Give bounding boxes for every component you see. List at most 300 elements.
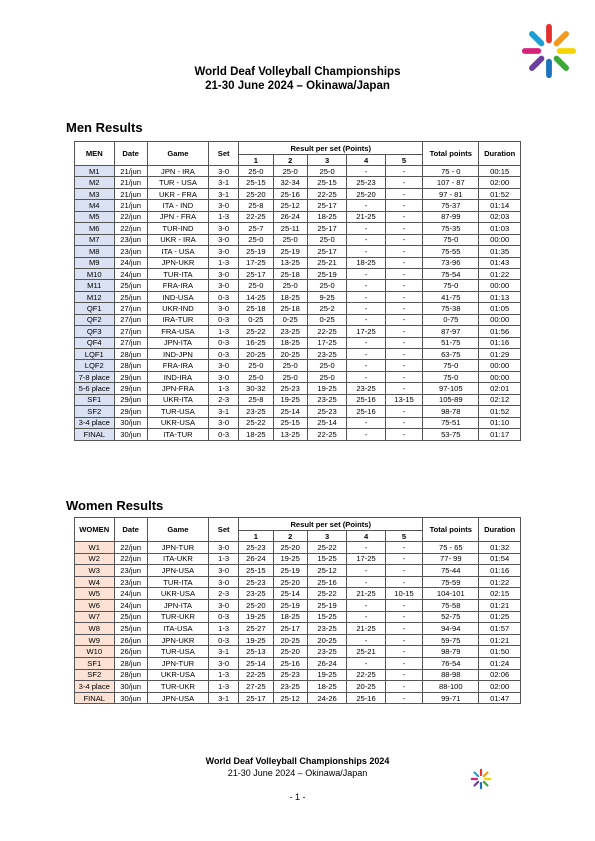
table-cell: TUR-USA [147,406,208,417]
table-cell: 18-25 [239,429,273,440]
table-cell: 3-0 [209,371,239,382]
col-header-total: Total points [423,142,479,166]
table-cell: 01:24 [479,657,521,669]
table-row [75,326,521,337]
table-cell: 25-20 [239,188,273,199]
col-header-date: Date [114,142,147,166]
table-row [75,611,521,623]
table-cell: 24/jun [114,268,147,279]
table-cell: 25-0 [273,371,307,382]
col-header-result-group: Result per set (Points) [239,142,423,155]
match-code-cell: W5 [75,588,115,600]
table-cell: 87-99 [423,211,479,222]
table-cell: 2-3 [209,588,239,600]
table-row [75,406,521,417]
match-code-cell: QF1 [75,303,115,314]
table-cell: 75-51 [423,417,479,428]
table-cell: ITA-UKR [147,553,208,565]
table-cell: 25-0 [307,360,347,371]
table-cell: 3-0 [209,657,239,669]
table-cell: 19-25 [273,394,307,405]
table-cell: 19-25 [273,553,307,565]
table-cell: 29/jun [114,383,147,394]
table-cell: 25-12 [273,200,307,211]
table-cell: 20-25 [307,634,347,646]
match-code-cell: W4 [75,576,115,588]
table-cell: 01:22 [479,576,521,588]
table-cell: 0-75 [423,314,479,325]
table-cell: 01:03 [479,223,521,234]
table-cell: - [385,303,422,314]
table-cell: 25-0 [239,234,273,245]
match-code-cell: 3-4 place [75,681,115,693]
table-cell: - [347,429,385,440]
table-cell: - [347,337,385,348]
table-cell: 25-19 [273,246,307,257]
table-cell: 98-78 [423,406,479,417]
table-cell: 28/jun [114,349,147,360]
table-cell: - [385,291,422,302]
table-cell: 02:06 [479,669,521,681]
match-code-cell: M10 [75,268,115,279]
table-cell: JPN-FRA [147,383,208,394]
table-cell: 75 - 0 [423,166,479,177]
table-row [75,669,521,681]
table-cell: 21/jun [114,177,147,188]
table-cell: - [385,211,422,222]
table-cell: 75-55 [423,246,479,257]
table-cell: - [385,371,422,382]
match-code-cell: LQF1 [75,349,115,360]
table-cell: 23-25 [347,383,385,394]
table-cell: 1-3 [209,326,239,337]
table-cell: 13-25 [273,429,307,440]
table-cell: - [347,268,385,279]
table-cell: 88-100 [423,681,479,693]
match-code-cell: M8 [75,246,115,257]
match-code-cell: M2 [75,177,115,188]
table-cell: 13-15 [385,394,422,405]
match-code-cell: QF4 [75,337,115,348]
table-cell: 25-2 [307,303,347,314]
table-cell: 25-8 [239,200,273,211]
table-cell: 25-0 [239,166,273,177]
table-cell: 97-105 [423,383,479,394]
col-header-category: WOMEN [75,518,115,542]
table-row [75,280,521,291]
table-row [75,588,521,600]
table-cell: 75-0 [423,234,479,245]
table-cell: - [385,246,422,257]
match-code-cell: M9 [75,257,115,268]
table-cell: 01:21 [479,599,521,611]
table-cell: IND-USA [147,291,208,302]
table-cell: 21-25 [347,623,385,635]
table-cell: 1-3 [209,623,239,635]
table-cell: 27/jun [114,326,147,337]
match-code-cell: M11 [75,280,115,291]
table-cell: - [347,542,385,554]
table-cell: 02:00 [479,177,521,188]
table-cell: TUR-IND [147,223,208,234]
col-header-set-1: 1 [239,155,273,166]
col-header-duration: Duration [479,518,521,542]
match-code-cell: W1 [75,542,115,554]
footer-title: World Deaf Volleyball Championships 2024 [205,756,390,766]
table-cell: 105-89 [423,394,479,405]
table-cell: - [347,417,385,428]
table-cell: 25-16 [347,394,385,405]
table-cell: 25-19 [273,599,307,611]
match-code-cell: SF2 [75,669,115,681]
col-header-set-5: 5 [385,531,422,542]
table-cell: - [385,268,422,279]
table-cell: 3-0 [209,542,239,554]
table-cell: 25-17 [273,623,307,635]
table-cell: 3-0 [209,565,239,577]
table-cell: 20-25 [273,634,307,646]
match-code-cell: W9 [75,634,115,646]
table-cell: - [347,303,385,314]
table-cell: 18-25 [347,257,385,268]
table-cell: 52-75 [423,611,479,623]
table-cell: 22-25 [307,326,347,337]
table-cell: 00:15 [479,166,521,177]
table-cell: IND-JPN [147,349,208,360]
table-cell: 25-0 [273,360,307,371]
table-cell: 25-21 [307,257,347,268]
table-cell: 17-25 [239,257,273,268]
table-cell: 75-54 [423,268,479,279]
table-cell: 3-1 [209,646,239,658]
table-cell: 25-7 [239,223,273,234]
table-cell: 25-14 [307,417,347,428]
table-row [75,246,521,257]
table-cell: 23-25 [273,326,307,337]
table-cell: 01:54 [479,553,521,565]
table-row [75,576,521,588]
table-cell: 17-25 [347,553,385,565]
table-cell: 01:52 [479,188,521,199]
table-cell: 17-25 [307,337,347,348]
table-cell: 30/jun [114,692,147,704]
table-cell: 02:00 [479,681,521,693]
table-cell: 17-25 [347,326,385,337]
table-cell: 28/jun [114,360,147,371]
match-code-cell: W10 [75,646,115,658]
table-cell: 1-3 [209,383,239,394]
table-cell: 3-1 [209,406,239,417]
table-cell: 25-18 [273,303,307,314]
table-cell: 27-25 [239,681,273,693]
table-cell: 25-27 [239,623,273,635]
table-cell: JPN-TUR [147,542,208,554]
table-cell: 27/jun [114,337,147,348]
table-cell: 23-25 [307,349,347,360]
table-row [75,646,521,658]
table-cell: - [385,669,422,681]
table-cell: 25-16 [347,406,385,417]
col-header-game: Game [147,518,208,542]
table-cell: 3-1 [209,188,239,199]
table-cell: 3-0 [209,360,239,371]
table-cell: 28/jun [114,669,147,681]
table-cell: 25-0 [273,166,307,177]
table-cell: 98-79 [423,646,479,658]
table-cell: 25-19 [239,246,273,257]
table-row [75,542,521,554]
table-cell: 3-0 [209,576,239,588]
table-cell: JPN - IRA [147,166,208,177]
table-cell: 25-23 [307,406,347,417]
table-row [75,360,521,371]
table-cell: - [347,611,385,623]
table-cell: 25-15 [239,177,273,188]
table-cell: 30/jun [114,417,147,428]
table-cell: - [385,634,422,646]
document-subtitle: 21-30 June 2024 – Okinawa/Japan [205,80,390,92]
table-cell: 26-24 [239,553,273,565]
table-cell: 15-25 [307,611,347,623]
table-cell: 15-25 [307,553,347,565]
table-cell: UKR-IND [147,303,208,314]
table-cell: - [385,337,422,348]
table-cell: - [385,234,422,245]
table-cell: 25-14 [273,406,307,417]
table-cell: - [385,565,422,577]
match-code-cell: 5-6 place [75,383,115,394]
match-code-cell: M1 [75,166,115,177]
match-code-cell: M7 [75,234,115,245]
table-row [75,314,521,325]
page-number: - 1 - [289,792,306,802]
table-cell: 01:17 [479,429,521,440]
table-cell: 2-3 [209,394,239,405]
table-cell: 01:32 [479,542,521,554]
table-cell: 22/jun [114,542,147,554]
table-cell: 88-98 [423,669,479,681]
table-cell: - [385,576,422,588]
table-cell: 25-20 [239,599,273,611]
match-code-cell: M5 [75,211,115,222]
table-cell: UKR-ITA [147,394,208,405]
table-cell: 25-17 [307,246,347,257]
table-cell: 25-0 [273,234,307,245]
table-cell: 63-75 [423,349,479,360]
table-cell: 20-25 [239,349,273,360]
table-cell: 25-15 [307,177,347,188]
table-row [75,692,521,704]
table-cell: - [385,599,422,611]
table-cell: 3-0 [209,234,239,245]
table-cell: 19-25 [239,634,273,646]
table-cell: - [347,657,385,669]
table-cell: 75-0 [423,280,479,291]
table-cell: 25-0 [239,371,273,382]
table-cell: 75 - 65 [423,542,479,554]
table-cell: 18-25 [273,337,307,348]
table-cell: 3-0 [209,166,239,177]
table-cell: 75-0 [423,371,479,382]
table-cell: - [385,657,422,669]
table-cell: - [385,383,422,394]
table-cell: 25-22 [307,588,347,600]
table-cell: JPN-USA [147,692,208,704]
col-header-set: Set [209,518,239,542]
table-cell: 30-32 [239,383,273,394]
col-header-category: MEN [75,142,115,166]
table-cell: 21-25 [347,211,385,222]
table-cell: 26-24 [307,657,347,669]
table-cell: 75-37 [423,200,479,211]
table-cell: 27/jun [114,303,147,314]
table-cell: 22/jun [114,211,147,222]
table-cell: - [385,360,422,371]
table-row [75,599,521,611]
table-cell: TUR-USA [147,646,208,658]
table-cell: JPN-ITA [147,599,208,611]
table-cell: 02:12 [479,394,521,405]
table-cell: 9-25 [307,291,347,302]
table-cell: 01:16 [479,337,521,348]
table-cell: TUR-UKR [147,611,208,623]
table-row [75,234,521,245]
table-cell: 75-58 [423,599,479,611]
table-cell: 25-14 [239,657,273,669]
table-cell: 01:52 [479,406,521,417]
table-cell: 99-71 [423,692,479,704]
table-cell: 01:21 [479,634,521,646]
table-row [75,337,521,348]
table-cell: JPN - FRA [147,211,208,222]
table-row [75,166,521,177]
table-cell: ITA - IND [147,200,208,211]
table-row [75,371,521,382]
match-code-cell: 3-4 place [75,417,115,428]
match-code-cell: W6 [75,599,115,611]
table-cell: 21/jun [114,188,147,199]
table-cell: 24/jun [114,599,147,611]
table-cell: 3-0 [209,417,239,428]
table-cell: 1-3 [209,681,239,693]
match-code-cell: LQF2 [75,360,115,371]
table-cell: 1-3 [209,553,239,565]
men-results-heading: Men Results [66,120,143,135]
col-header-set-4: 4 [347,155,385,166]
match-code-cell: W2 [75,553,115,565]
women-results-table [74,517,521,704]
table-cell: 23/jun [114,576,147,588]
table-cell: - [385,257,422,268]
women-results-heading: Women Results [66,498,164,513]
table-cell: 21/jun [114,166,147,177]
table-cell: ITA - USA [147,246,208,257]
table-cell: 24-26 [307,692,347,704]
table-row [75,429,521,440]
table-cell: 25-11 [273,223,307,234]
table-row [75,188,521,199]
table-cell: UKR-USA [147,417,208,428]
table-cell: 25-8 [239,394,273,405]
table-cell: 13-25 [273,257,307,268]
table-cell: 97 - 81 [423,188,479,199]
table-cell: 18-25 [273,611,307,623]
table-cell: - [385,166,422,177]
table-cell: 0-3 [209,337,239,348]
table-cell: 02:03 [479,211,521,222]
match-code-cell: QF3 [75,326,115,337]
match-code-cell: W3 [75,565,115,577]
table-cell: - [385,188,422,199]
table-cell: 23/jun [114,246,147,257]
table-cell: 25-17 [307,200,347,211]
table-cell: - [385,623,422,635]
table-row [75,394,521,405]
table-cell: 75-35 [423,223,479,234]
table-cell: 22/jun [114,553,147,565]
table-cell: 01:47 [479,692,521,704]
table-cell: ITA-USA [147,623,208,635]
table-cell: 23/jun [114,234,147,245]
col-header-set-5: 5 [385,155,422,166]
table-cell: - [347,576,385,588]
table-cell: 25-22 [239,417,273,428]
table-cell: 00:00 [479,234,521,245]
table-cell: - [385,326,422,337]
col-header-total: Total points [423,518,479,542]
table-row [75,623,521,635]
table-cell: 75-44 [423,565,479,577]
table-cell: 19-25 [307,383,347,394]
table-cell: 26-24 [273,211,307,222]
table-row [75,681,521,693]
match-code-cell: FINAL [75,692,115,704]
table-row [75,634,521,646]
table-cell: 25-20 [273,542,307,554]
table-cell: 25-20 [347,188,385,199]
table-cell: - [385,349,422,360]
table-cell: - [385,429,422,440]
table-cell: 25-23 [239,576,273,588]
table-cell: - [347,349,385,360]
table-cell: 27/jun [114,314,147,325]
table-cell: 73-96 [423,257,479,268]
table-cell: 75-38 [423,303,479,314]
table-cell: 25-19 [273,565,307,577]
table-cell: 24/jun [114,588,147,600]
table-cell: 01:56 [479,326,521,337]
table-cell: 02:15 [479,588,521,600]
table-cell: 01:57 [479,623,521,635]
table-cell: 29/jun [114,394,147,405]
table-cell: 25/jun [114,280,147,291]
table-cell: 26/jun [114,634,147,646]
table-cell: 25-14 [273,588,307,600]
match-code-cell: SF1 [75,394,115,405]
table-cell: - [385,646,422,658]
col-header-game: Game [147,142,208,166]
col-header-set-3: 3 [307,155,347,166]
table-cell: TUR-ITA [147,268,208,279]
table-cell: 1-3 [209,211,239,222]
table-cell: 18-25 [307,681,347,693]
match-code-cell: M4 [75,200,115,211]
table-cell: 19-25 [307,669,347,681]
table-cell: 23-25 [307,646,347,658]
table-cell: 22/jun [114,223,147,234]
table-cell: 25-15 [273,417,307,428]
table-cell: - [385,692,422,704]
